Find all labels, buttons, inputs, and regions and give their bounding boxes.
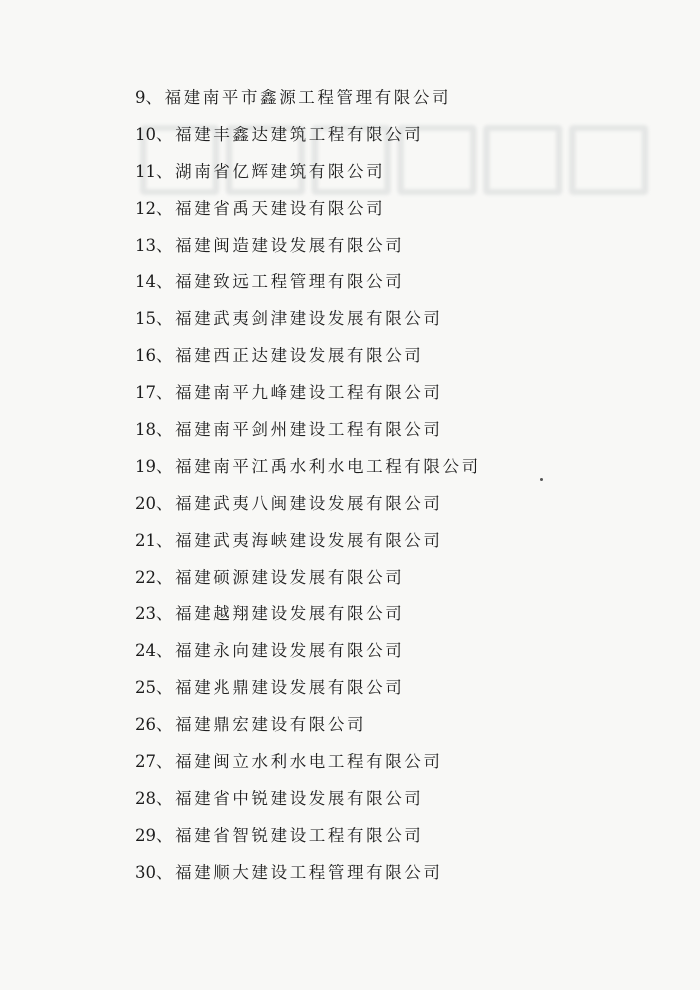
company-name: 福建南平市鑫源工程管理有限公司 bbox=[164, 88, 452, 107]
item-number: 14 bbox=[135, 272, 156, 292]
company-name: 福建南平九峰建设工程有限公司 bbox=[175, 383, 443, 403]
item-separator: 、 bbox=[156, 862, 176, 882]
item-separator: 、 bbox=[156, 420, 176, 440]
company-name: 福建硕源建设发展有限公司 bbox=[175, 567, 405, 587]
list-item bbox=[135, 191, 481, 228]
company-name: 福建永向建设发展有限公司 bbox=[175, 641, 405, 661]
company-name: 福建武夷海峡建设发展有限公司 bbox=[175, 530, 443, 550]
item-separator: 、 bbox=[156, 272, 176, 292]
list-item bbox=[135, 781, 481, 818]
item-separator: 、 bbox=[156, 641, 176, 661]
company-name: 福建省中锐建设发展有限公司 bbox=[175, 788, 424, 808]
item-separator: 、 bbox=[156, 235, 176, 255]
item-number: 12 bbox=[135, 198, 156, 218]
company-name: 福建越翔建设发展有限公司 bbox=[175, 604, 405, 624]
list-item bbox=[135, 560, 481, 597]
item-separator: 、 bbox=[156, 124, 176, 144]
company-name: 福建丰鑫达建筑工程有限公司 bbox=[175, 124, 424, 144]
item-number: 9 bbox=[135, 88, 146, 107]
item-number: 30 bbox=[135, 862, 156, 882]
list-item bbox=[135, 264, 481, 301]
item-number: 21 bbox=[135, 530, 156, 550]
company-name: 福建闽立水利水电工程有限公司 bbox=[175, 752, 443, 772]
company-name: 湖南省亿辉建筑有限公司 bbox=[175, 161, 386, 181]
list-item bbox=[135, 744, 481, 781]
list-item bbox=[135, 117, 481, 154]
company-name: 福建南平剑州建设工程有限公司 bbox=[175, 420, 443, 440]
item-number: 25 bbox=[135, 678, 156, 698]
item-number: 29 bbox=[135, 825, 156, 845]
item-number: 24 bbox=[135, 641, 156, 661]
list-item bbox=[135, 449, 481, 486]
list-item bbox=[135, 855, 481, 892]
item-number: 15 bbox=[135, 309, 156, 329]
company-name: 福建鼎宏建设有限公司 bbox=[175, 715, 367, 735]
list-item bbox=[135, 707, 481, 744]
item-separator: 、 bbox=[156, 825, 176, 845]
company-list bbox=[135, 80, 481, 892]
company-name: 福建省智锐建设工程有限公司 bbox=[175, 825, 424, 845]
scan-speck bbox=[540, 478, 543, 481]
company-name: 福建闽造建设发展有限公司 bbox=[175, 235, 405, 255]
item-separator: 、 bbox=[156, 678, 176, 698]
item-separator: 、 bbox=[156, 715, 176, 735]
list-item bbox=[135, 338, 481, 375]
list-item bbox=[135, 633, 481, 670]
item-separator: 、 bbox=[156, 567, 176, 587]
item-number: 17 bbox=[135, 383, 156, 403]
list-item bbox=[135, 596, 481, 633]
list-item bbox=[135, 818, 481, 855]
item-number: 26 bbox=[135, 715, 156, 735]
list-item bbox=[135, 486, 481, 523]
list-item bbox=[135, 375, 481, 412]
company-name: 福建省禹天建设有限公司 bbox=[175, 198, 386, 218]
item-number: 13 bbox=[135, 235, 156, 255]
list-item bbox=[135, 228, 481, 265]
list-item bbox=[135, 301, 481, 338]
item-separator: 、 bbox=[156, 493, 176, 513]
item-separator: 、 bbox=[156, 456, 176, 476]
list-item bbox=[135, 412, 481, 449]
company-name: 福建致远工程管理有限公司 bbox=[175, 272, 405, 292]
item-separator: 、 bbox=[156, 530, 176, 550]
company-name: 福建南平江禹水利水电工程有限公司 bbox=[175, 456, 481, 476]
list-item bbox=[135, 154, 481, 191]
item-separator: 、 bbox=[156, 604, 176, 624]
list-item bbox=[135, 80, 481, 117]
company-name: 福建兆鼎建设发展有限公司 bbox=[175, 678, 405, 698]
list-item bbox=[135, 670, 481, 707]
item-separator: 、 bbox=[156, 752, 176, 772]
item-number: 22 bbox=[135, 567, 156, 587]
item-separator: 、 bbox=[156, 346, 176, 366]
item-separator: 、 bbox=[156, 309, 176, 329]
company-name: 福建武夷剑津建设发展有限公司 bbox=[175, 309, 443, 329]
company-name: 福建武夷八闽建设发展有限公司 bbox=[175, 493, 443, 513]
item-separator: 、 bbox=[145, 88, 165, 107]
item-number: 11 bbox=[135, 161, 156, 181]
item-separator: 、 bbox=[156, 161, 176, 181]
item-number: 23 bbox=[135, 604, 156, 624]
item-number: 18 bbox=[135, 420, 156, 440]
company-name: 福建西正达建设发展有限公司 bbox=[175, 346, 424, 366]
list-item bbox=[135, 523, 481, 560]
item-separator: 、 bbox=[156, 198, 176, 218]
item-separator: 、 bbox=[156, 383, 176, 403]
item-number: 19 bbox=[135, 456, 156, 476]
item-number: 10 bbox=[135, 124, 156, 144]
item-number: 28 bbox=[135, 788, 156, 808]
item-number: 27 bbox=[135, 752, 156, 772]
item-number: 16 bbox=[135, 346, 156, 366]
item-separator: 、 bbox=[156, 788, 176, 808]
item-number: 20 bbox=[135, 493, 156, 513]
company-name: 福建顺大建设工程管理有限公司 bbox=[175, 862, 443, 882]
